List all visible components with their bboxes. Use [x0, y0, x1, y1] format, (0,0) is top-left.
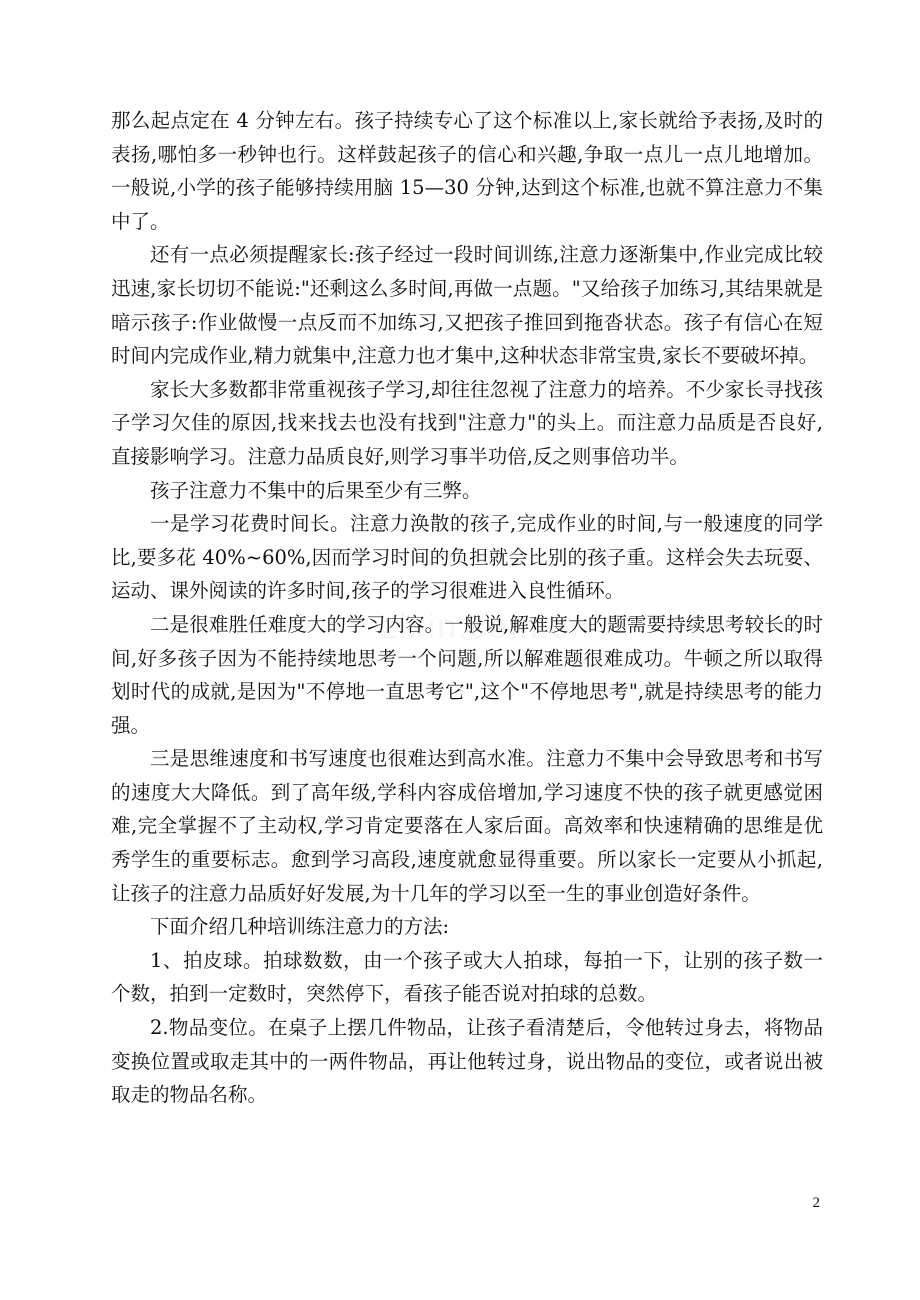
paragraph: 三是思维速度和书写速度也很难达到高水准。注意力不集中会导致思考和书写的速度大大降低。到了高年级,学科内容成倍增加,学习速度不快的孩子就更感觉困难,完全掌握不了主动权,学习肯定要落在人家后面。高效率和快速精确的思维是优秀学生的重要标志。愈到学习高段,速度就愈显得重要。所以家长一定要从小抓起,让孩子的注意力品质好好发展,为十几年的学习以至一生的事业创造好条件。: [111, 747, 823, 905]
paragraph: 下面介绍几种培训练注意力的方法:: [150, 915, 450, 939]
paragraph: 还有一点必须提醒家长:孩子经过一段时间训练,注意力逐渐集中,作业完成比较迅速,家长切切不能说:"还剩这么多时间,再做一点题。"又给孩子加练习,其结果就是暗示孩子:作业做慢一点反而不加练习,又把孩子推回到拖沓状态。孩子有信心在短时间内完成作业,精力就集中,注意力也才集中,这种状态非常宝贵,家长不要破坏掉。: [111, 243, 823, 368]
paragraph: 1、拍皮球。拍球数数，由一个孩子或大人拍球，每拍一下，让别的孩子数一个数，拍到一定数时，突然停下，看孩子能否说对拍球的总数。: [111, 948, 823, 1006]
paragraph: 家长大多数都非常重视孩子学习,却往往忽视了注意力的培养。不少家长寻找孩子学习欠佳的原因,找来找去也没有找到"注意力"的头上。而注意力品质是否良好,直接影响学习。注意力品质良好,则学习事半功倍,反之则事倍功半。: [111, 377, 823, 468]
paragraph: 那么起点定在 4 分钟左右。孩子持续专心了这个标准以上,家长就给予表扬,及时的表扬,哪怕多一秒钟也行。这样鼓起孩子的信心和兴趣,争取一点儿一点儿地增加。一般说,小学的孩子能够持续用脑 15—30 分钟,达到这个标准,也就不算注意力不集中了。: [111, 109, 823, 233]
page-number: 2: [812, 1195, 820, 1211]
paragraph: 一是学习花费时间长。注意力涣散的孩子,完成作业的时间,与一般速度的同学比,要多花 40%~60%,因而学习时间的负担就会比别的孩子重。这样会失去玩耍、运动、课外阅读的许多时间,孩子的学习很难进入良性循环。: [111, 512, 823, 603]
document-body: [111, 104, 823, 1112]
paragraph: 孩子注意力不集中的后果至少有三弊。: [150, 478, 482, 502]
paragraph: 二是很难胜任难度大的学习内容。一般说,解难度大的题需要持续思考较长的时间,好多孩子因为不能持续地思考一个问题,所以解难题很难成功。牛顿之所以取得划时代的成就,是因为"不停地一直思考它",这个"不停地思考",就是持续思考的能力强。: [111, 612, 823, 737]
paragraph: 2.物品变位。在桌子上摆几件物品，让孩子看清楚后，令他转过身去，将物品变换位置或取走其中的一两件物品，再让他转过身，说出物品的变位，或者说出被取走的物品名称。: [111, 1016, 823, 1107]
